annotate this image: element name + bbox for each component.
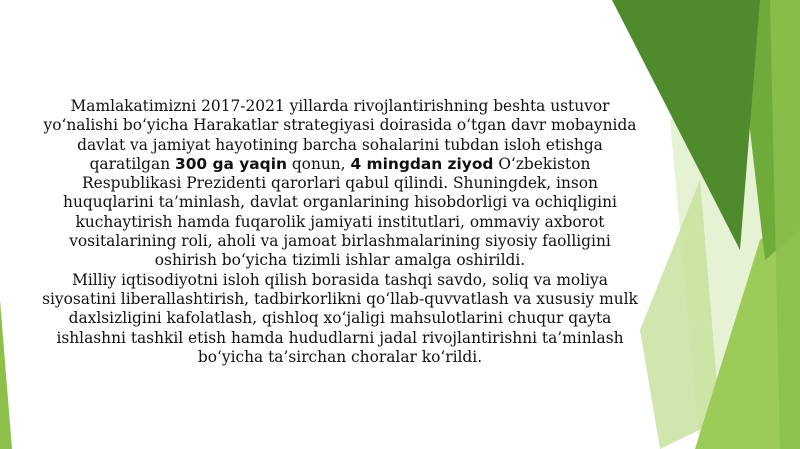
paragraph1-part1: Mamlakatimizni 2017-2021 yillarda rivojlantirishning beshta ustuvor yo‘nalishi bo‘yicha Harakatlar strategiyasi doirasida o‘tgan davr mobaynida davlat va jamiyat hayotining barcha sohalarini tubdan isloh etishga qaratilgan [43,97,637,173]
paragraph-economy-reform: Milliy iqtisodiyotni isloh qilish borasida tashqi savdo, soliq va moliya siyosatini liberallashtirish, tadbirkorlikni qo‘llab-quvvatlash va xususiy mulk daxlsizligini kafolatlash, qishloq xo‘jaligi mahsulotlarini chuqur qayta ishlashni tashkil etish hamda hududlarni jadal rivojlantirishni ta’minlash bo‘yicha ta’sirchan choralar ko‘rildi. [42,270,638,366]
main-text-block [40,97,640,367]
paragraph1-bold-laws: 300 ga yaqin [175,154,287,173]
left-green-stripe [0,300,12,449]
paragraph1-part3: O‘zbekiston Respublikasi Prezidenti qarorlari qabul qilindi. Shuningdek, inson huquqlarini ta’minlash, davlat organlarining hisobdorligi va ochiqligini kuchaytirish hamda fuqarolik jamiyati institutlari, ommaviy axborot vositalarining roli, aholi va jamoat birlashmalarining siyosiy faolligini oshirish bo‘yicha tizimli ishlar amalga oshirildi. [63,154,617,270]
paragraph-actions-strategy [40,97,640,271]
paragraph1-part2: qonun, [286,154,351,173]
paragraph1-bold-decrees: 4 mingdan ziyod [350,154,494,173]
